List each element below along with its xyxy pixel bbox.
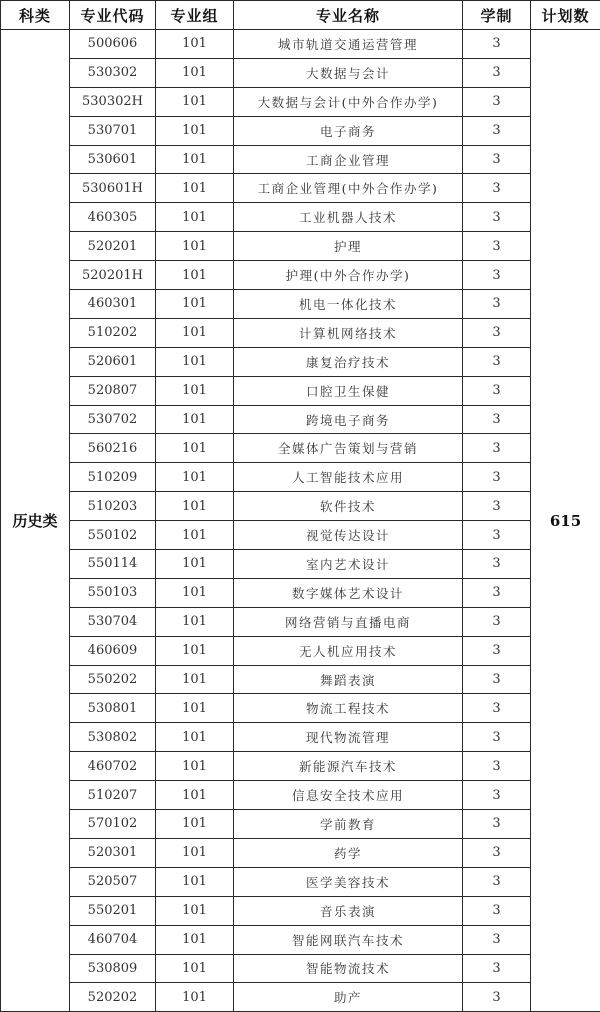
code-cell: 510202 [70, 318, 156, 347]
years-cell: 3 [463, 838, 531, 867]
years-cell: 3 [463, 290, 531, 319]
code-cell: 550201 [70, 896, 156, 925]
name-cell: 工商企业管理 [234, 145, 463, 174]
table-row [1, 810, 600, 839]
table-row [1, 290, 600, 319]
group-cell: 101 [156, 752, 234, 781]
table-row [1, 867, 600, 896]
header-group: 专业组 [156, 1, 234, 30]
years-cell: 3 [463, 463, 531, 492]
group-cell: 101 [156, 665, 234, 694]
table-row [1, 665, 600, 694]
group-cell: 101 [156, 405, 234, 434]
table-row [1, 30, 600, 59]
code-cell: 520301 [70, 838, 156, 867]
name-cell: 跨境电子商务 [234, 405, 463, 434]
name-cell: 口腔卫生保健 [234, 376, 463, 405]
code-cell: 550102 [70, 521, 156, 550]
group-cell: 101 [156, 810, 234, 839]
name-cell: 新能源汽车技术 [234, 752, 463, 781]
years-cell: 3 [463, 405, 531, 434]
code-cell: 530302H [70, 87, 156, 116]
table-row [1, 521, 600, 550]
years-cell: 3 [463, 145, 531, 174]
group-cell: 101 [156, 87, 234, 116]
code-cell: 460702 [70, 752, 156, 781]
code-cell: 460305 [70, 203, 156, 232]
years-cell: 3 [463, 954, 531, 983]
group-cell: 101 [156, 925, 234, 954]
years-cell: 3 [463, 983, 531, 1012]
years-cell: 3 [463, 232, 531, 261]
years-cell: 3 [463, 550, 531, 579]
table-row [1, 261, 600, 290]
group-cell: 101 [156, 492, 234, 521]
header-category: 科类 [1, 1, 70, 30]
code-cell: 520807 [70, 376, 156, 405]
code-cell: 510203 [70, 492, 156, 521]
years-cell: 3 [463, 925, 531, 954]
table-row [1, 752, 600, 781]
years-cell: 3 [463, 694, 531, 723]
name-cell: 护理(中外合作办学) [234, 261, 463, 290]
table-row [1, 607, 600, 636]
years-cell: 3 [463, 578, 531, 607]
code-cell: 530704 [70, 607, 156, 636]
name-cell: 工业机器人技术 [234, 203, 463, 232]
code-cell: 560216 [70, 434, 156, 463]
group-cell: 101 [156, 838, 234, 867]
table-row [1, 550, 600, 579]
group-cell: 101 [156, 896, 234, 925]
years-cell: 3 [463, 376, 531, 405]
code-cell: 570102 [70, 810, 156, 839]
years-cell: 3 [463, 58, 531, 87]
table-row [1, 723, 600, 752]
code-cell: 530601H [70, 174, 156, 203]
group-cell: 101 [156, 578, 234, 607]
name-cell: 护理 [234, 232, 463, 261]
code-cell: 520507 [70, 867, 156, 896]
years-cell: 3 [463, 752, 531, 781]
table-row [1, 434, 600, 463]
name-cell: 机电一体化技术 [234, 290, 463, 319]
table-row [1, 145, 600, 174]
group-cell: 101 [156, 636, 234, 665]
group-cell: 101 [156, 463, 234, 492]
header-plan: 计划数 [531, 1, 600, 30]
code-cell: 520201H [70, 261, 156, 290]
name-cell: 城市轨道交通运营管理 [234, 30, 463, 59]
years-cell: 3 [463, 607, 531, 636]
table-row [1, 636, 600, 665]
table-row [1, 203, 600, 232]
name-cell: 医学美容技术 [234, 867, 463, 896]
years-cell: 3 [463, 30, 531, 59]
name-cell: 数字媒体艺术设计 [234, 578, 463, 607]
name-cell: 智能网联汽车技术 [234, 925, 463, 954]
group-cell: 101 [156, 694, 234, 723]
code-cell: 530801 [70, 694, 156, 723]
group-cell: 101 [156, 781, 234, 810]
code-cell: 530302 [70, 58, 156, 87]
name-cell: 大数据与会计(中外合作办学) [234, 87, 463, 116]
name-cell: 工商企业管理(中外合作办学) [234, 174, 463, 203]
table-row [1, 232, 600, 261]
table-row [1, 954, 600, 983]
group-cell: 101 [156, 347, 234, 376]
group-cell: 101 [156, 550, 234, 579]
group-cell: 101 [156, 954, 234, 983]
table-row [1, 116, 600, 145]
table-row [1, 896, 600, 925]
group-cell: 101 [156, 723, 234, 752]
years-cell: 3 [463, 434, 531, 463]
years-cell: 3 [463, 203, 531, 232]
code-cell: 530702 [70, 405, 156, 434]
name-cell: 大数据与会计 [234, 58, 463, 87]
years-cell: 3 [463, 492, 531, 521]
group-cell: 101 [156, 58, 234, 87]
table-row [1, 318, 600, 347]
plan-total-cell: 615 [531, 30, 600, 1012]
code-cell: 550202 [70, 665, 156, 694]
code-cell: 530802 [70, 723, 156, 752]
table-row [1, 58, 600, 87]
years-cell: 3 [463, 174, 531, 203]
group-cell: 101 [156, 174, 234, 203]
code-cell: 530601 [70, 145, 156, 174]
name-cell: 智能物流技术 [234, 954, 463, 983]
name-cell: 无人机应用技术 [234, 636, 463, 665]
header-code: 专业代码 [70, 1, 156, 30]
table-row [1, 838, 600, 867]
years-cell: 3 [463, 867, 531, 896]
name-cell: 现代物流管理 [234, 723, 463, 752]
years-cell: 3 [463, 116, 531, 145]
code-cell: 520201 [70, 232, 156, 261]
name-cell: 全媒体广告策划与营销 [234, 434, 463, 463]
years-cell: 3 [463, 723, 531, 752]
years-cell: 3 [463, 521, 531, 550]
code-cell: 500606 [70, 30, 156, 59]
group-cell: 101 [156, 318, 234, 347]
name-cell: 软件技术 [234, 492, 463, 521]
years-cell: 3 [463, 318, 531, 347]
table-row [1, 694, 600, 723]
name-cell: 网络营销与直播电商 [234, 607, 463, 636]
group-cell: 101 [156, 116, 234, 145]
years-cell: 3 [463, 87, 531, 116]
table-row [1, 405, 600, 434]
years-cell: 3 [463, 261, 531, 290]
code-cell: 550114 [70, 550, 156, 579]
table-row [1, 347, 600, 376]
name-cell: 信息安全技术应用 [234, 781, 463, 810]
name-cell: 学前教育 [234, 810, 463, 839]
group-cell: 101 [156, 145, 234, 174]
name-cell: 药学 [234, 838, 463, 867]
years-cell: 3 [463, 896, 531, 925]
years-cell: 3 [463, 810, 531, 839]
name-cell: 舞蹈表演 [234, 665, 463, 694]
code-cell: 460301 [70, 290, 156, 319]
code-cell: 510207 [70, 781, 156, 810]
name-cell: 电子商务 [234, 116, 463, 145]
group-cell: 101 [156, 521, 234, 550]
years-cell: 3 [463, 781, 531, 810]
name-cell: 计算机网络技术 [234, 318, 463, 347]
years-cell: 3 [463, 665, 531, 694]
group-cell: 101 [156, 607, 234, 636]
name-cell: 音乐表演 [234, 896, 463, 925]
table-row [1, 578, 600, 607]
table-row [1, 492, 600, 521]
code-cell: 510209 [70, 463, 156, 492]
years-cell: 3 [463, 636, 531, 665]
table-row [1, 925, 600, 954]
group-cell: 101 [156, 290, 234, 319]
name-cell: 助产 [234, 983, 463, 1012]
group-cell: 101 [156, 434, 234, 463]
header-row [1, 1, 600, 30]
table-row [1, 376, 600, 405]
name-cell: 人工智能技术应用 [234, 463, 463, 492]
code-cell: 460609 [70, 636, 156, 665]
code-cell: 530809 [70, 954, 156, 983]
name-cell: 室内艺术设计 [234, 550, 463, 579]
header-name: 专业名称 [234, 1, 463, 30]
years-cell: 3 [463, 347, 531, 376]
group-cell: 101 [156, 867, 234, 896]
category-cell: 历史类 [1, 30, 70, 1012]
table-row [1, 781, 600, 810]
table-body [1, 30, 600, 1012]
name-cell: 视觉传达设计 [234, 521, 463, 550]
table-row [1, 463, 600, 492]
group-cell: 101 [156, 983, 234, 1012]
code-cell: 530701 [70, 116, 156, 145]
group-cell: 101 [156, 203, 234, 232]
header-years: 学制 [463, 1, 531, 30]
group-cell: 101 [156, 30, 234, 59]
group-cell: 101 [156, 232, 234, 261]
name-cell: 康复治疗技术 [234, 347, 463, 376]
table-row [1, 174, 600, 203]
table-row [1, 87, 600, 116]
code-cell: 550103 [70, 578, 156, 607]
group-cell: 101 [156, 261, 234, 290]
code-cell: 520601 [70, 347, 156, 376]
group-cell: 101 [156, 376, 234, 405]
name-cell: 物流工程技术 [234, 694, 463, 723]
code-cell: 520202 [70, 983, 156, 1012]
table-row [1, 983, 600, 1012]
code-cell: 460704 [70, 925, 156, 954]
